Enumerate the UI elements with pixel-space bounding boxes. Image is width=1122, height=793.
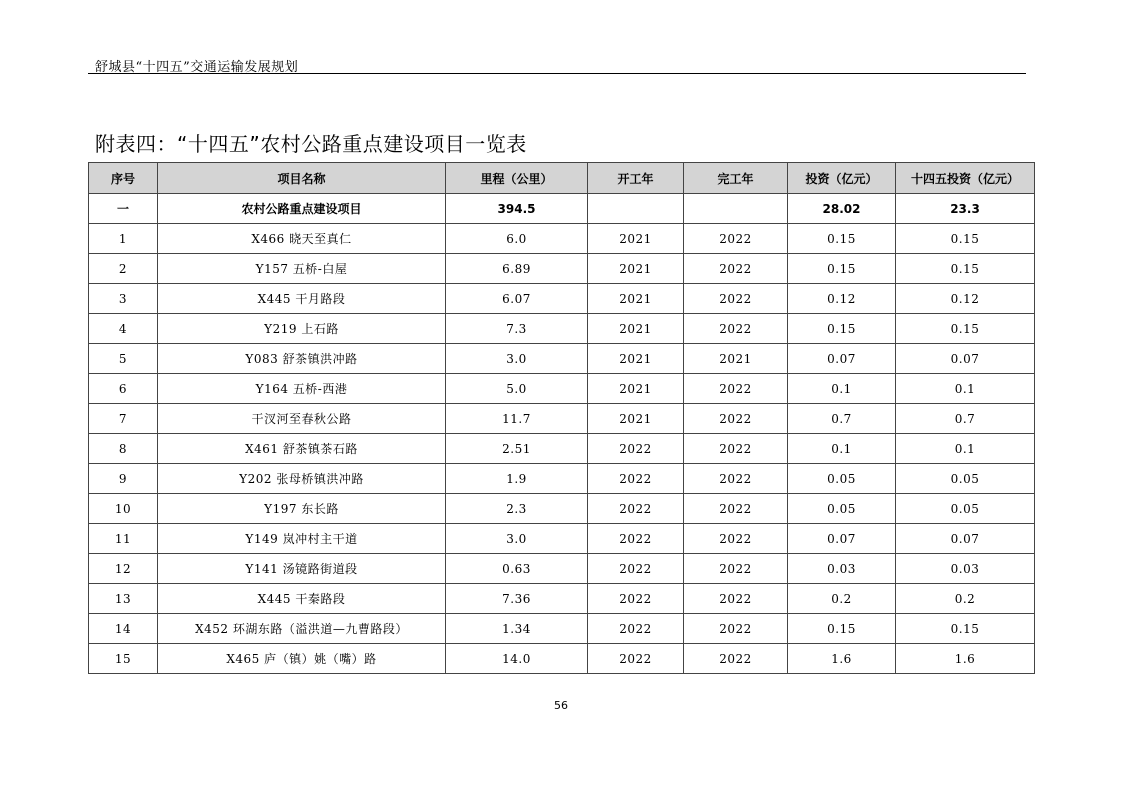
- row-no-cell: 10: [89, 494, 158, 524]
- row-end-year-cell: 2022: [684, 254, 788, 284]
- column-header-end-year: 完工年: [684, 163, 788, 194]
- column-header-length: 里程（公里）: [446, 163, 588, 194]
- row-start-year-cell: 2021: [588, 344, 684, 374]
- row-length-cell: 6.0: [446, 224, 588, 254]
- table-row: [89, 404, 1035, 434]
- row-no-cell: 13: [89, 584, 158, 614]
- row-start-year-cell: 2022: [588, 464, 684, 494]
- row-investment-cell: 0.07: [788, 524, 896, 554]
- row-no-cell: 6: [89, 374, 158, 404]
- row-plan-investment-cell: 1.6: [896, 644, 1035, 674]
- project-table: [88, 162, 1035, 674]
- summary-row: [89, 194, 1035, 224]
- row-length-cell: 2.51: [446, 434, 588, 464]
- row-start-year-cell: 2022: [588, 524, 684, 554]
- row-end-year-cell: 2022: [684, 374, 788, 404]
- row-plan-investment-cell: 0.15: [896, 224, 1035, 254]
- row-no-cell: 15: [89, 644, 158, 674]
- summary-start-year: [588, 194, 684, 224]
- row-length-cell: 14.0: [446, 644, 588, 674]
- row-name-cell: Y197 东长路: [158, 494, 446, 524]
- row-investment-cell: 0.7: [788, 404, 896, 434]
- header-divider: [88, 73, 1026, 74]
- row-name-cell: X465 庐（镇）姚（嘴）路: [158, 644, 446, 674]
- running-header: 舒城县“十四五”交通运输发展规划: [95, 60, 299, 75]
- row-length-cell: 1.9: [446, 464, 588, 494]
- row-name-cell: X466 晓天至真仁: [158, 224, 446, 254]
- row-name-cell: Y202 张母桥镇洪冲路: [158, 464, 446, 494]
- row-plan-investment-cell: 0.1: [896, 434, 1035, 464]
- table-row: [89, 224, 1035, 254]
- summary-end-year: [684, 194, 788, 224]
- row-name-cell: X445 干月路段: [158, 284, 446, 314]
- table-row: [89, 494, 1035, 524]
- row-name-cell: Y164 五桥-西港: [158, 374, 446, 404]
- table-row: [89, 614, 1035, 644]
- row-plan-investment-cell: 0.2: [896, 584, 1035, 614]
- row-investment-cell: 0.05: [788, 494, 896, 524]
- row-length-cell: 5.0: [446, 374, 588, 404]
- row-investment-cell: 0.15: [788, 314, 896, 344]
- row-investment-cell: 0.07: [788, 344, 896, 374]
- row-investment-cell: 1.6: [788, 644, 896, 674]
- row-plan-investment-cell: 0.7: [896, 404, 1035, 434]
- row-investment-cell: 0.15: [788, 254, 896, 284]
- row-length-cell: 7.3: [446, 314, 588, 344]
- row-investment-cell: 0.15: [788, 224, 896, 254]
- summary-no: 一: [89, 194, 158, 224]
- row-name-cell: Y083 舒茶镇洪冲路: [158, 344, 446, 374]
- table-title: 附表四：“十四五”农村公路重点建设项目一览表: [95, 132, 527, 156]
- row-end-year-cell: 2022: [684, 314, 788, 344]
- row-investment-cell: 0.1: [788, 434, 896, 464]
- column-header-name: 项目名称: [158, 163, 446, 194]
- row-length-cell: 11.7: [446, 404, 588, 434]
- row-end-year-cell: 2022: [684, 554, 788, 584]
- row-end-year-cell: 2022: [684, 524, 788, 554]
- row-start-year-cell: 2021: [588, 284, 684, 314]
- row-plan-investment-cell: 0.05: [896, 494, 1035, 524]
- row-plan-investment-cell: 0.03: [896, 554, 1035, 584]
- summary-investment: 28.02: [788, 194, 896, 224]
- row-plan-investment-cell: 0.15: [896, 314, 1035, 344]
- row-name-cell: X452 环湖东路（溢洪道—九曹路段）: [158, 614, 446, 644]
- row-name-cell: X445 干秦路段: [158, 584, 446, 614]
- row-plan-investment-cell: 0.15: [896, 614, 1035, 644]
- table-row: [89, 524, 1035, 554]
- summary-length: 394.5: [446, 194, 588, 224]
- row-name-cell: X461 舒茶镇茶石路: [158, 434, 446, 464]
- row-length-cell: 0.63: [446, 554, 588, 584]
- row-no-cell: 7: [89, 404, 158, 434]
- table-header-row: [89, 163, 1035, 194]
- row-name-cell: 干汊河至春秋公路: [158, 404, 446, 434]
- row-length-cell: 2.3: [446, 494, 588, 524]
- column-header-plan-investment: 十四五投资（亿元）: [896, 163, 1035, 194]
- page-number: 56: [554, 699, 568, 712]
- row-end-year-cell: 2022: [684, 224, 788, 254]
- row-start-year-cell: 2022: [588, 554, 684, 584]
- row-end-year-cell: 2022: [684, 614, 788, 644]
- row-length-cell: 3.0: [446, 524, 588, 554]
- row-no-cell: 9: [89, 464, 158, 494]
- table-row: [89, 374, 1035, 404]
- row-start-year-cell: 2022: [588, 644, 684, 674]
- row-investment-cell: 0.15: [788, 614, 896, 644]
- row-length-cell: 3.0: [446, 344, 588, 374]
- row-investment-cell: 0.03: [788, 554, 896, 584]
- row-plan-investment-cell: 0.07: [896, 524, 1035, 554]
- column-header-investment: 投资（亿元）: [788, 163, 896, 194]
- table-row: [89, 584, 1035, 614]
- row-length-cell: 1.34: [446, 614, 588, 644]
- summary-name: 农村公路重点建设项目: [158, 194, 446, 224]
- row-no-cell: 5: [89, 344, 158, 374]
- row-end-year-cell: 2022: [684, 644, 788, 674]
- row-plan-investment-cell: 0.15: [896, 254, 1035, 284]
- row-investment-cell: 0.12: [788, 284, 896, 314]
- row-no-cell: 1: [89, 224, 158, 254]
- table-row: [89, 344, 1035, 374]
- row-name-cell: Y141 汤镜路街道段: [158, 554, 446, 584]
- table-row: [89, 554, 1035, 584]
- row-name-cell: Y219 上石路: [158, 314, 446, 344]
- row-start-year-cell: 2021: [588, 374, 684, 404]
- row-start-year-cell: 2021: [588, 404, 684, 434]
- column-header-start-year: 开工年: [588, 163, 684, 194]
- row-investment-cell: 0.2: [788, 584, 896, 614]
- table-row: [89, 314, 1035, 344]
- row-start-year-cell: 2022: [588, 494, 684, 524]
- row-end-year-cell: 2022: [684, 284, 788, 314]
- row-no-cell: 12: [89, 554, 158, 584]
- table-row: [89, 254, 1035, 284]
- table-row: [89, 464, 1035, 494]
- row-length-cell: 6.07: [446, 284, 588, 314]
- row-end-year-cell: 2022: [684, 434, 788, 464]
- row-no-cell: 14: [89, 614, 158, 644]
- row-start-year-cell: 2021: [588, 314, 684, 344]
- row-start-year-cell: 2022: [588, 614, 684, 644]
- table-row: [89, 284, 1035, 314]
- row-investment-cell: 0.1: [788, 374, 896, 404]
- row-end-year-cell: 2021: [684, 344, 788, 374]
- column-header-no: 序号: [89, 163, 158, 194]
- row-name-cell: Y157 五桥-白屋: [158, 254, 446, 284]
- table-row: [89, 644, 1035, 674]
- row-end-year-cell: 2022: [684, 494, 788, 524]
- row-start-year-cell: 2021: [588, 224, 684, 254]
- row-name-cell: Y149 岚冲村主干道: [158, 524, 446, 554]
- row-no-cell: 8: [89, 434, 158, 464]
- row-length-cell: 6.89: [446, 254, 588, 284]
- row-start-year-cell: 2021: [588, 254, 684, 284]
- row-start-year-cell: 2022: [588, 434, 684, 464]
- row-investment-cell: 0.05: [788, 464, 896, 494]
- row-plan-investment-cell: 0.12: [896, 284, 1035, 314]
- row-plan-investment-cell: 0.07: [896, 344, 1035, 374]
- row-no-cell: 4: [89, 314, 158, 344]
- row-no-cell: 11: [89, 524, 158, 554]
- table-row: [89, 434, 1035, 464]
- row-end-year-cell: 2022: [684, 404, 788, 434]
- row-plan-investment-cell: 0.05: [896, 464, 1035, 494]
- row-start-year-cell: 2022: [588, 584, 684, 614]
- row-end-year-cell: 2022: [684, 584, 788, 614]
- row-no-cell: 2: [89, 254, 158, 284]
- row-plan-investment-cell: 0.1: [896, 374, 1035, 404]
- row-length-cell: 7.36: [446, 584, 588, 614]
- row-no-cell: 3: [89, 284, 158, 314]
- row-end-year-cell: 2022: [684, 464, 788, 494]
- summary-plan-investment: 23.3: [896, 194, 1035, 224]
